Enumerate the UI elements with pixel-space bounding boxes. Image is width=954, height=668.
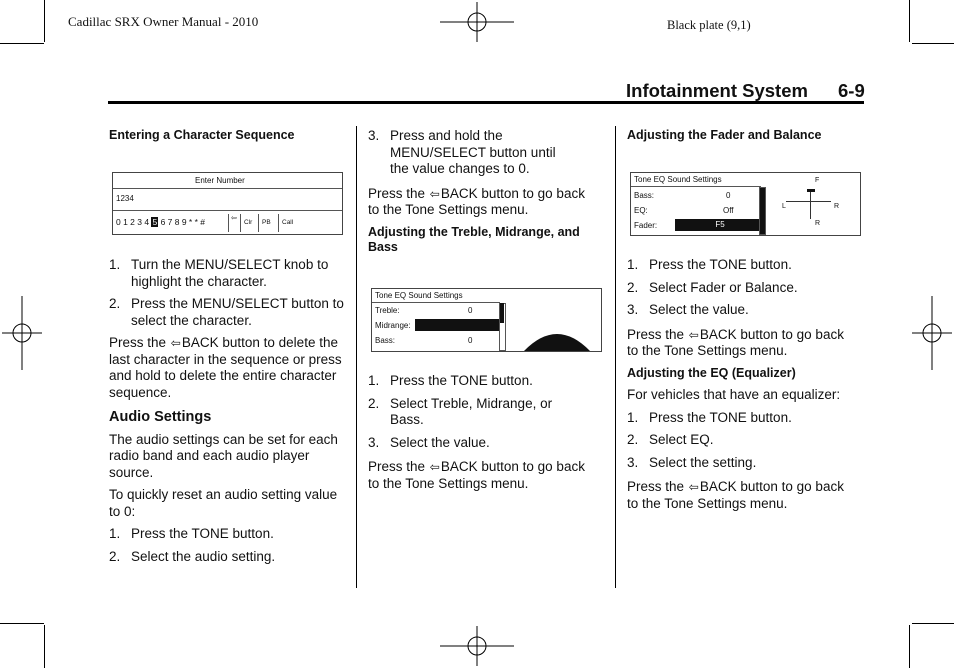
- vertical-axis: [810, 189, 811, 219]
- crop-mark: [912, 623, 954, 624]
- page-number: 6-9: [838, 80, 865, 101]
- back-arrow-icon: ⇦: [170, 336, 181, 350]
- list-item: [627, 302, 862, 319]
- step-number: 2.: [627, 432, 639, 447]
- list-item: [368, 128, 588, 178]
- subheading: Adjusting the Treble, Midrange, and Bass: [368, 224, 580, 254]
- fader-balance-display: [630, 172, 861, 236]
- list-item: [627, 432, 862, 449]
- treble-value: 0: [468, 306, 473, 315]
- subheading: Adjusting the Fader and Balance: [627, 128, 822, 142]
- step-text: Turn the MENU/SELECT knob to highlight the character.: [131, 257, 329, 289]
- char-row: [116, 217, 205, 227]
- step-number: 2.: [368, 395, 380, 411]
- step-number: 3.: [627, 454, 639, 470]
- enter-number-display: [112, 172, 343, 235]
- step-number: 2.: [109, 296, 121, 311]
- right-label: R: [834, 203, 840, 210]
- pb-key[interactable]: [258, 214, 271, 232]
- paragraph: Press the ⇦BACK button to delete the last character in the sequence or press and hold to delete the entire character sequence.: [109, 335, 342, 400]
- paragraph: Press the ⇦BACK button to go back to the Tone Settings menu.: [368, 459, 585, 491]
- column-2: [368, 128, 588, 256]
- crop-mark: [44, 0, 45, 42]
- scroll-bar[interactable]: [759, 187, 766, 235]
- paragraph: Press the ⇦BACK button to go back to the Tone Settings menu.: [627, 326, 844, 358]
- step-number: 2.: [109, 548, 121, 564]
- list-item: [109, 526, 349, 543]
- paragraph: Press the ⇦BACK button to go back to the Tone Settings menu.: [627, 479, 844, 511]
- registration-mark: [440, 626, 514, 666]
- step-text: Press the TONE button.: [390, 373, 533, 388]
- call-label: Call: [282, 219, 294, 226]
- display-title: Enter Number: [195, 176, 245, 185]
- column-divider: [356, 126, 357, 588]
- column-3: [627, 128, 862, 144]
- display-divider: [631, 186, 761, 187]
- crop-mark: [0, 623, 44, 624]
- section-title: Infotainment System: [626, 80, 808, 101]
- list-item: [368, 373, 588, 390]
- crop-mark: [44, 625, 45, 668]
- list-item: [627, 280, 862, 297]
- speaker-graphic: [512, 309, 602, 351]
- step-number: 3.: [627, 302, 639, 317]
- step-text: Press the TONE button.: [649, 409, 792, 425]
- eq-label: EQ:: [634, 206, 648, 215]
- crop-mark: [912, 43, 954, 44]
- clear-key[interactable]: [240, 214, 252, 232]
- char-list: 6 7 8 9 * * #: [160, 217, 205, 227]
- header-rule: [108, 101, 864, 104]
- clear-label: Clr: [244, 219, 253, 226]
- display-title: Tone EQ Sound Settings: [375, 291, 463, 300]
- display-divider: [372, 302, 500, 303]
- step-text: Select Fader or Balance.: [649, 279, 798, 295]
- bass-value: 0: [468, 336, 473, 345]
- list-item: [368, 396, 588, 429]
- step-text: Select Treble, Midrange, or Bass.: [390, 395, 553, 427]
- list-item: [368, 435, 588, 452]
- selected-char[interactable]: 5: [152, 217, 158, 227]
- step-number: 2.: [627, 279, 639, 295]
- step-text: Select the setting.: [649, 454, 757, 470]
- balance-grid: [782, 177, 851, 229]
- midrange-label: Midrange:: [375, 321, 411, 330]
- step-number: 3.: [368, 434, 380, 450]
- paragraph: Press the ⇦BACK button to go back to the Tone Settings menu.: [368, 185, 585, 217]
- position-marker[interactable]: [807, 189, 815, 192]
- char-list: 0 1 2 3 4: [116, 217, 150, 227]
- list-item: [109, 549, 349, 566]
- back-arrow-icon: ⇦: [429, 460, 440, 474]
- tone-settings-display: [371, 288, 602, 352]
- scroll-thumb: [500, 303, 504, 323]
- rear-label: R: [815, 220, 821, 227]
- step-number: 3.: [368, 128, 380, 143]
- list-item: [109, 257, 349, 290]
- registration-mark: [912, 296, 952, 370]
- step-text: Press the MENU/SELECT button to select the character.: [131, 296, 344, 328]
- column-divider: [615, 126, 616, 588]
- step-number: 1.: [627, 409, 639, 425]
- display-title: Tone EQ Sound Settings: [634, 175, 722, 184]
- step-number: 1.: [109, 257, 121, 272]
- paragraph: To quickly reset an audio setting value to 0:: [109, 487, 338, 519]
- horizontal-axis: [786, 201, 831, 202]
- call-key[interactable]: [278, 214, 293, 232]
- list-item: [627, 455, 862, 472]
- step-text: Press the TONE button.: [649, 257, 792, 272]
- crop-mark: [909, 0, 910, 42]
- step-text: Select the value.: [649, 302, 749, 317]
- step-text: Select EQ.: [649, 432, 714, 447]
- pb-label: PB: [262, 219, 271, 226]
- midrange-row: [415, 319, 503, 331]
- bass-value: 0: [726, 191, 731, 200]
- subheading: Adjusting the EQ (Equalizer): [627, 365, 796, 380]
- back-arrow-icon: ⇦: [429, 186, 440, 201]
- registration-mark: [2, 296, 42, 370]
- step-number: 1.: [109, 526, 121, 541]
- crop-mark: [909, 625, 910, 668]
- paragraph: For vehicles that have an equalizer:: [627, 387, 841, 402]
- display-divider: [113, 210, 342, 211]
- column-1: [109, 128, 349, 144]
- subheading: Entering a Character Sequence: [109, 128, 295, 142]
- fader-value[interactable]: F5: [675, 219, 765, 231]
- bass-label: Bass:: [375, 336, 396, 345]
- back-arrow-icon: ⇦: [231, 215, 237, 222]
- column-2-body: [368, 373, 588, 492]
- back-key[interactable]: [228, 214, 237, 232]
- front-label: F: [815, 177, 820, 184]
- left-label: L: [782, 203, 786, 210]
- list-item: [627, 410, 862, 427]
- doc-title: Cadillac SRX Owner Manual - 2010: [68, 14, 259, 29]
- display-divider: [113, 188, 342, 189]
- paragraph: The audio settings can be set for each radio band and each audio player source.: [109, 431, 338, 480]
- step-text: Press the TONE button.: [131, 526, 274, 541]
- crop-mark: [0, 43, 44, 44]
- treble-label: Treble:: [375, 306, 400, 315]
- section-heading: Audio Settings: [109, 409, 212, 425]
- list-item: [109, 296, 349, 329]
- step-text: Select the audio setting.: [131, 548, 276, 564]
- list-item: [627, 257, 862, 274]
- column-3-body: [627, 257, 862, 512]
- entry-value: 1234: [116, 194, 134, 203]
- plate-label: Black plate (9,1): [667, 18, 751, 32]
- bass-label: Bass:: [634, 191, 655, 200]
- step-number: 1.: [368, 373, 380, 388]
- eq-value: Off: [723, 206, 734, 215]
- back-arrow-icon: ⇦: [688, 327, 699, 342]
- registration-mark: [440, 2, 514, 42]
- back-arrow-icon: ⇦: [688, 480, 699, 494]
- step-number: 1.: [627, 257, 639, 272]
- step-text: Select the value.: [390, 434, 490, 450]
- step-text: Press and hold the MENU/SELECT button until the value changes to 0.: [390, 128, 556, 176]
- column-1-body: [109, 257, 349, 565]
- fader-label: Fader:: [634, 221, 658, 230]
